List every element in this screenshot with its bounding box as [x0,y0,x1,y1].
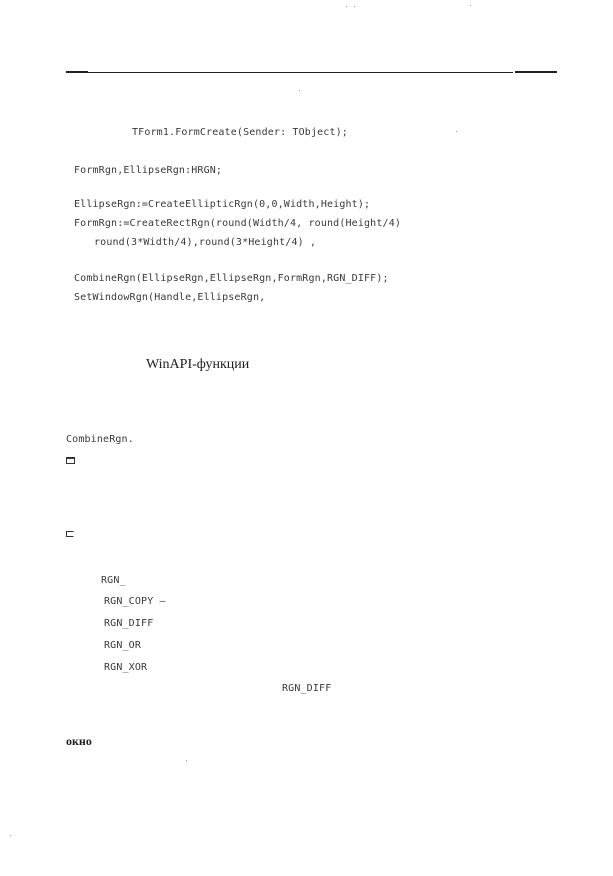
code-line-procedure: TForm1.FormCreate(Sender: TObject); [132,127,348,138]
code-line-rect: FormRgn:=CreateRectRgn(round(Width/4, round(Height/4) [74,218,402,229]
code-line-combine: CombineRgn(EllipseRgn,EllipseRgn,FormRgn,RGN_DIFF); [74,273,389,284]
list-item: RGN_DIFF [104,618,154,629]
code-line-rect-cont: round(3*Width/4),round(3*Height/4) , [94,237,317,248]
footer-word: окно [66,734,92,748]
code-line-setwindow: SetWindowRgn(Handle,EllipseRgn, [74,292,266,303]
section-heading: WinAPI-функции [146,357,250,372]
scan-speck [299,90,300,91]
code-line-ellipse: EllipseRgn:=CreateEllipticRgn(0,0,Width,Height); [74,199,371,210]
scan-speck [470,5,471,6]
checkbox-icon [66,531,74,537]
scan-speck [10,835,11,836]
scan-speck [354,6,355,7]
list-item: RGN_ [101,575,126,586]
list-item: RGN_XOR [104,662,148,673]
list-item: RGN_COPY — [104,596,166,607]
top-rule [88,72,513,73]
list-item: RGN_OR [104,640,142,651]
scan-speck [346,6,347,7]
code-line-var: FormRgn,EllipseRgn:HRGN; [74,165,223,176]
top-rule-left [66,71,88,73]
top-rule-right [515,71,557,73]
rgn-diff-note: RGN_DIFF [282,683,332,694]
scan-speck [456,131,457,132]
checkbox-icon [66,457,75,464]
combine-label: CombineRgn. [66,434,134,445]
scan-speck [186,760,187,761]
